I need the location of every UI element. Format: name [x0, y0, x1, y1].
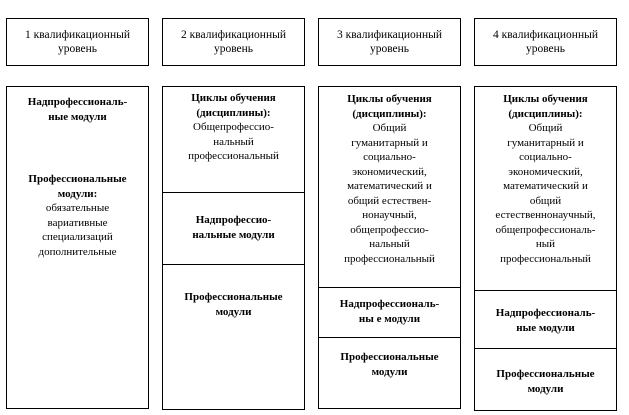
supra-modules-title: ны е модули [358, 312, 421, 325]
cycles-body-line: математический и [347, 180, 432, 192]
header-line: 2 квалификационный [181, 29, 286, 41]
supra-modules-title: ные модули [516, 321, 575, 334]
supra-modules-title: Надпрофессиональ- [27, 96, 128, 108]
cycles-title: (дисциплины): [196, 106, 271, 119]
supra-modules-title: Надпрофессио- [195, 214, 272, 226]
cycles-body-line: социально- [519, 151, 572, 163]
cycles-body-line: математический и [503, 180, 588, 192]
divider [319, 287, 460, 288]
prof-modules-block [163, 290, 304, 319]
prof-modules-title: Профессиональные [340, 351, 439, 363]
cycles-title: Циклы обучения [347, 93, 432, 105]
cycles-title: (дисциплины): [352, 107, 427, 120]
prof-modules-item: обязательные [45, 202, 110, 214]
cycles-body-line: общепрофессио- [350, 223, 429, 236]
prof-modules-block [319, 350, 460, 379]
prof-modules-title: Профессиональные [28, 173, 127, 185]
header-line: уровень [525, 43, 566, 55]
cycles-body-line: гуманитарный и [507, 136, 584, 149]
cycles-body-line: общий естествен- [347, 194, 432, 207]
divider [163, 192, 304, 193]
header-line: 1 квалификационный [25, 29, 130, 41]
prof-modules-block [475, 367, 616, 396]
cycles-body-line: Общепрофессио- [193, 121, 274, 133]
cycles-body-line: экономический, [352, 165, 427, 178]
supra-modules-block [7, 95, 148, 124]
level-3-header [318, 18, 461, 66]
cycles-body-line: общий [529, 194, 562, 207]
level-1-column [6, 86, 149, 409]
prof-modules-item: вариативные [47, 216, 108, 229]
level-4-column [474, 86, 617, 411]
level-3-column [318, 86, 461, 409]
supra-modules-title: Надпрофессиональ- [495, 307, 596, 319]
divider [475, 290, 616, 291]
prof-modules-title: модули [527, 382, 564, 395]
divider [475, 348, 616, 349]
cycles-body-line: ный [535, 238, 556, 250]
cycles-block [163, 91, 304, 164]
cycles-body-line: общепрофессиональ- [495, 223, 596, 236]
supra-modules-title: Надпрофессиональ- [339, 298, 440, 310]
cycles-body-line: нонаучный, [362, 209, 417, 221]
level-2-header [162, 18, 305, 66]
header-line: 4 квалификационный [493, 29, 598, 41]
divider [319, 337, 460, 338]
level-2-column [162, 86, 305, 410]
header-line: уровень [213, 43, 254, 55]
cycles-body-line: гуманитарный и [351, 136, 428, 149]
header-line: уровень [369, 43, 410, 55]
prof-modules-title: модули [371, 365, 408, 378]
cycles-body-line: нальный [213, 135, 254, 148]
prof-modules-title: Профессиональные [496, 368, 595, 380]
supra-modules-block [319, 297, 460, 326]
prof-modules-title: модули: [57, 187, 98, 200]
cycles-body-line: экономический, [508, 165, 583, 178]
prof-modules-title: модули [215, 305, 252, 318]
cycles-body-line: профессиональный [188, 150, 279, 162]
cycles-body-line: профессиональный [500, 252, 591, 265]
header-line: 3 квалификационный [337, 29, 442, 41]
cycles-body-line: Общий [528, 122, 563, 134]
cycles-block [475, 92, 616, 266]
cycles-body-line: Общий [372, 122, 407, 134]
cycles-block [319, 92, 460, 266]
prof-modules-item: дополнительные [38, 245, 117, 258]
supra-modules-block [163, 213, 304, 242]
divider [163, 264, 304, 265]
prof-modules-title: Профессиональные [184, 291, 283, 303]
header-line: уровень [57, 43, 98, 55]
level-1-header [6, 18, 149, 66]
prof-modules-block [7, 172, 148, 259]
supra-modules-title: нальные модули [192, 228, 275, 241]
cycles-title: Циклы обучения [503, 93, 588, 105]
cycles-body-line: нальный [369, 238, 410, 250]
cycles-body-line: естественнонаучный, [495, 209, 596, 221]
supra-modules-title: ные модули [48, 110, 107, 123]
level-4-header [474, 18, 617, 66]
cycles-title: Циклы обучения [191, 92, 276, 104]
cycles-body-line: социально- [363, 151, 416, 163]
cycles-title: (дисциплины): [508, 107, 583, 120]
cycles-body-line: профессиональный [344, 252, 435, 265]
supra-modules-block [475, 306, 616, 335]
prof-modules-item: специализаций [42, 231, 113, 243]
